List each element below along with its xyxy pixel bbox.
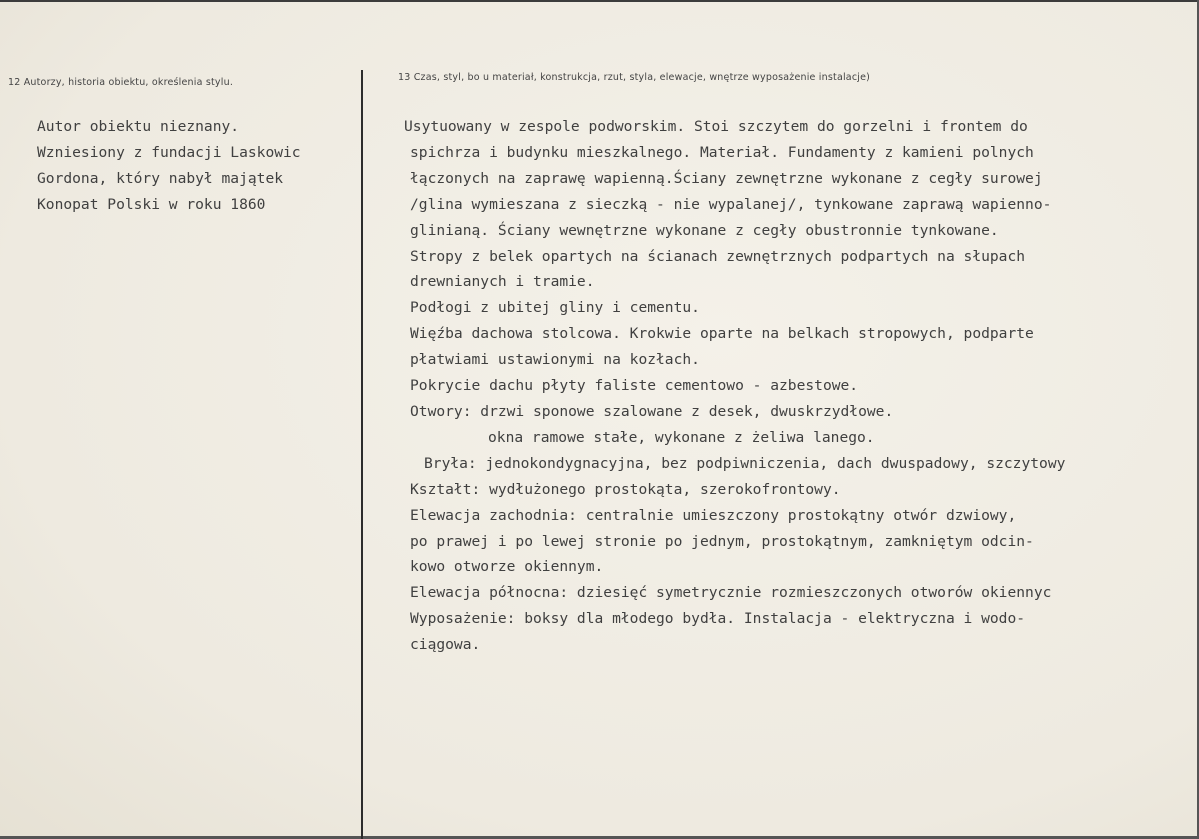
text-line: Elewacja zachodnia: centralnie umieszczony prostokątny otwór dzwiowy, [410, 506, 1017, 524]
column-divider [361, 70, 363, 839]
text-line: kowo otworze okiennym. [410, 558, 604, 576]
text-line: Podłogi z ubitej gliny i cementu. [410, 299, 700, 317]
text-line: /glina wymieszana z sieczką - nie wypalanej/, tynkowane zaprawą wapienno- [410, 195, 1052, 213]
right-column-text [404, 114, 1194, 658]
text-line: po prawej i po lewej stronie po jednym, prostokątnym, zamkniętym odcin- [410, 532, 1034, 550]
text-line: Pokrycie dachu płyty faliste cementowo - azbestowe. [410, 377, 859, 395]
text-line: Wzniesiony z fundacji Laskowic [37, 143, 301, 161]
text-line: Bryła: jednokondygnacyjna, bez podpiwniczenia, dach dwuspadowy, szczytowy [424, 454, 1066, 472]
text-line: Usytuowany w zespole podworskim. Stoi szczytem do gorzelni i frontem do [404, 118, 1028, 135]
left-column-text [37, 114, 357, 218]
text-line: Więźba dachowa stolcowa. Krokwie oparte na belkach stropowych, podparte [410, 325, 1034, 343]
text-line: Wyposażenie: boksy dla młodego bydła. Instalacja - elektryczna i wodo- [410, 610, 1026, 628]
text-line: spichrza i budynku mieszkalnego. Materiał. Fundamenty z kamieni polnych [410, 143, 1034, 161]
text-line: Otwory: drzwi sponowe szalowane z desek, dwuskrzydłowe. [410, 402, 894, 420]
text-line: Konopat Polski w roku 1860 [37, 195, 266, 213]
text-line: drewnianych i tramie. [410, 273, 595, 291]
text-line: Elewacja północna: dziesięć symetrycznie rozmieszczonych otworów okiennyc [410, 584, 1052, 602]
text-line: Kształt: wydłużonego prostokąta, szerokofrontowy. [410, 480, 841, 498]
text-line: okna ramowe stałe, wykonane z żeliwa lanego. [488, 428, 875, 446]
section-12-header: 12 Autorzy, historia obiektu, określenia stylu. [8, 77, 234, 88]
text-line: płatwiami ustawionymi na kozłach. [410, 351, 700, 369]
text-line: Autor obiektu nieznany. [37, 118, 240, 135]
text-line: Gordona, który nabył majątek [37, 169, 284, 187]
text-line: łączonych na zaprawę wapienną.Ściany zewnętrzne wykonane z cegły surowej [410, 169, 1043, 187]
text-line: glinianą. Ściany wewnętrzne wykonane z cegły obustronnie tynkowane. [410, 221, 999, 239]
text-line: Stropy z belek opartych na ścianach zewnętrznych podpartych na słupach [410, 247, 1026, 265]
top-edge [0, 0, 1199, 2]
section-13-header: 13 Czas, styl, bo u materiał, konstrukcja, rzut, styla, elewacje, wnętrze wyposażenie instalacje) [398, 72, 871, 83]
text-line: ciągowa. [410, 636, 481, 654]
